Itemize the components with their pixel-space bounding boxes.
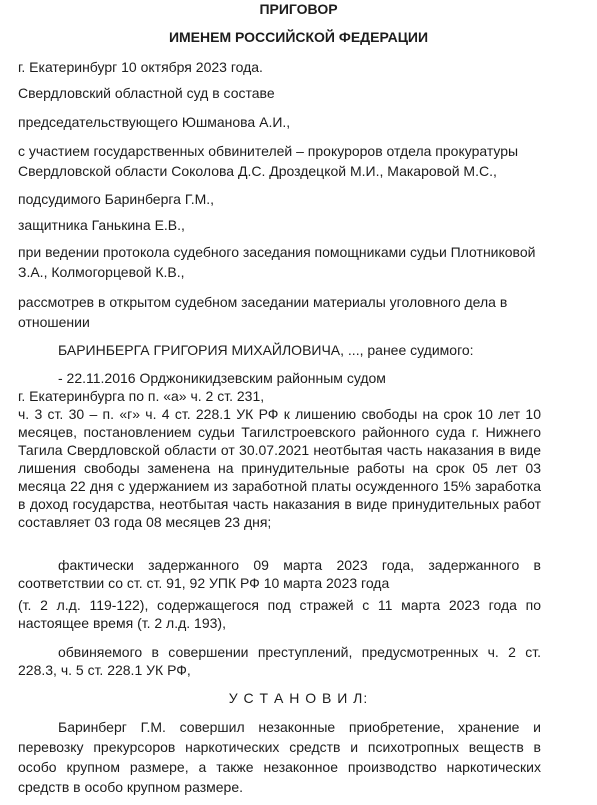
prosecutors-line-1: с участием государственных обвинителей – прокуроров отдела прокуратуры [18, 143, 519, 159]
presiding-judge: председательствующего Юшманова А.И., [18, 114, 291, 130]
conviction-line-9: составляет 03 года 08 месяцев 23 дня; [18, 514, 272, 530]
detention-line-3: (т. 2 л.д. 119-122), содержащегося под стражей с 11 марта 2023 года по [18, 597, 541, 613]
detention-line-4: настоящее время (т. 2 л.д. 193), [18, 615, 226, 631]
defendant-full-name: БАРИНБЕРГА ГРИГОРИЯ МИХАЙЛОВИЧА, ..., ранее судимого: [58, 342, 474, 358]
conviction-line-6: лишения свободы заменена на принудительные работы на срок 05 лет 03 [18, 460, 541, 476]
conviction-line-5: Тагила Свердловской области от 30.07.2021 неотбытая часть наказания в виде [18, 442, 541, 458]
place-date: г. Екатеринбург 10 октября 2023 года. [18, 59, 263, 75]
established-heading: У С Т А Н О В И Л: [228, 690, 369, 706]
court-name: Свердловский областной суд в составе [18, 85, 275, 101]
conviction-line-4: месяцев, постановлением судьи Тагилстроевского районного суда г. Нижнего [18, 424, 541, 440]
established-line-1: Баринберг Г.М. совершил незаконные приобретение, хранение и [58, 719, 541, 735]
conviction-line-2: г. Екатеринбурга по п. «а» ч. 2 ст. 231, [18, 388, 265, 404]
charges-line-1: обвиняемого в совершении преступлений, предусмотренных ч. 2 ст. [58, 644, 541, 660]
established-line-4: средств в особо крупном размере. [18, 779, 243, 795]
document-title: ПРИГОВОР [259, 1, 338, 17]
established-line-2: перевозку прекурсоров наркотических средств и психотропных веществ в [18, 739, 541, 755]
defendant-short: подсудимого Баринберга Г.М., [18, 191, 215, 207]
protocol-line-1: при ведении протокола судебного заседания помощниками судьи Плотниковой [18, 244, 536, 260]
defender: защитника Ганькина Е.В., [18, 217, 185, 233]
considering-line-2: отношении [18, 314, 90, 330]
detention-line-1: фактически задержанного 09 марта 2023 года, задержанного в [58, 557, 541, 573]
prosecutors-line-2: Свердловской области Соколова Д.С. Дроздецкой М.И., Макаровой М.С., [18, 163, 497, 179]
conviction-line-3: ч. 3 ст. 30 – п. «г» ч. 4 ст. 228.1 УК РФ к лишению свободы на срок 10 лет 10 [18, 406, 541, 422]
established-line-3: особо крупном размере, а также незаконное производство наркотических [18, 759, 541, 775]
conviction-line-1: - 22.11.2016 Орджоникидзевским районным судом [58, 370, 386, 386]
considering-line-1: рассмотрев в открытом судебном заседании материалы уголовного дела в [18, 294, 508, 310]
conviction-line-8: в доход государства, неотбытая часть наказания в виде принудительных работ [18, 496, 541, 512]
protocol-line-2: З.А., Колмогорцевой К.В., [18, 264, 185, 280]
conviction-line-7: месяца 22 дня с удержанием из заработной платы осужденного 15% заработка [18, 478, 541, 494]
charges-line-2: 228.3, ч. 5 ст. 228.1 УК РФ, [18, 662, 191, 678]
detention-line-2: соответствии со ст. ст. 91, 92 УПК РФ 10 марта 2023 года [18, 575, 390, 591]
document-subtitle: ИМЕНЕМ РОССИЙСКОЙ ФЕДЕРАЦИИ [168, 29, 429, 45]
